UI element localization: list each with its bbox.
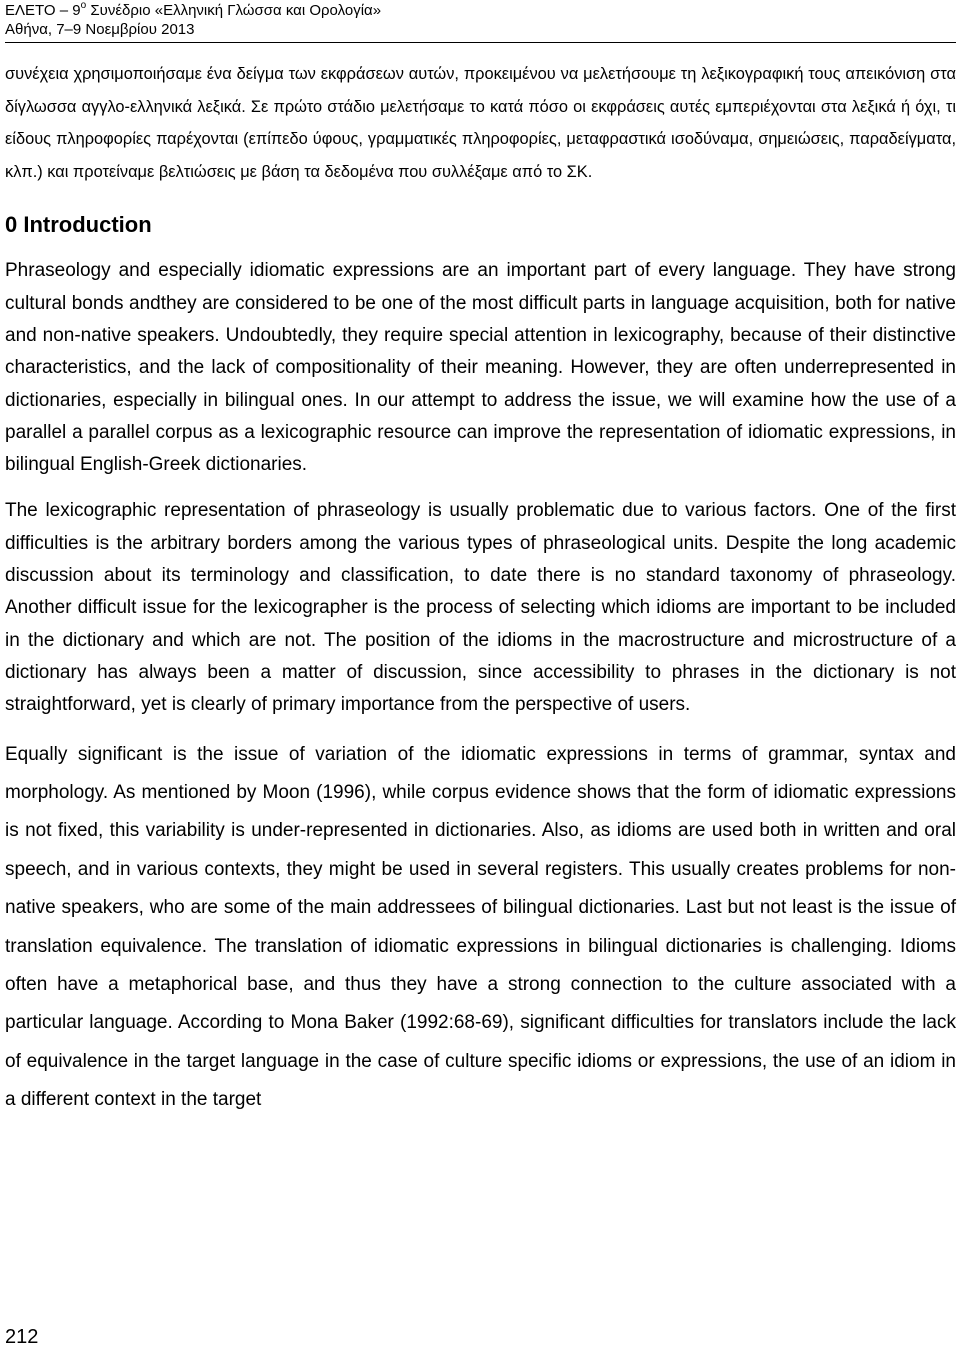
conference-title-prefix: ΕΛΕΤΟ – 9 xyxy=(5,2,81,19)
conference-title xyxy=(5,1,956,20)
conference-title-suffix: Συνέδριο «Ελληνική Γλώσσα και Ορολογία» xyxy=(86,2,382,19)
ordinal-superscript: ο xyxy=(80,0,87,11)
page-number: 212 xyxy=(5,1326,39,1348)
header-divider xyxy=(5,42,956,43)
greek-paragraph: συνέχεια χρησιμοποιήσαμε ένα δείγμα των εκφράσεων αυτών, προκειμένου να μελετήσουμε τη λεξικογραφική τους απεικόνιση στα δίγλωσσα αγγλο-ελληνικά λεξικά. Σε πρώτο στάδιο μελετήσαμε το κατά πόσο οι εκφράσεις αυτές εμπεριέχονται στα λεξικά ή όχι, τι είδους πληροφορίες παρέχονται (επίπεδο ύφους, γραμματικές πληροφορίες, μεταφραστικά ισοδύναμα, σημειώσεις, παραδείγματα, κλπ.) και προτείναμε βελτιώσεις με βάση τα δεδομένα που συλλέξαμε από το ΣΚ. xyxy=(5,65,956,181)
running-header xyxy=(5,0,956,39)
section-heading: 0 Introduction xyxy=(5,212,152,238)
conference-location-date: Αθήνα, 7–9 Νοεμβρίου 2013 xyxy=(5,21,195,38)
body-paragraph-3: Equally significant is the issue of variation of the idiomatic expressions in terms of grammar, syntax and morphology. As mentioned by Moon (1996), while corpus evidence shows that the form of idiomatic expressions is not fixed, this variability is under-represented in dictionaries. Also, as idioms are used both in written and oral speech, and in various contexts, they might be used in several registers. This usually creates problems for non-native speakers, who are some of the main addressees of bilingual dictionaries. Last but not least is the issue of translation equivalence. The translation of idiomatic expressions in bilingual dictionaries is challenging. Idioms often have a metaphorical base, and thus they have a strong connection to the culture associated with a particular language. According to Mona Baker (1992:68-69), significant difficulties for translators include the lack of equivalence in the target language in the case of culture specific idioms or expressions, the use of an idiom in a different context in the target xyxy=(5,743,956,1111)
body-paragraph-1: Phraseology and especially idiomatic expressions are an important part of every language. They have strong cultural bonds andthey are considered to be one of the most difficult parts in language acquisition, both for native and non-native speakers. Undoubtedly, they require special attention in lexicography, because of their distinctive characteristics, and the lack of compositionality of their meaning. However, they are often underrepresented in dictionaries, especially in bilingual ones. In our attempt to address the issue, we will examine how the use of a parallel a parallel corpus as a lexicographic resource can improve the representation of idiomatic expressions, in bilingual English-Greek dictionaries. xyxy=(5,260,956,476)
body-paragraph-2: The lexicographic representation of phraseology is usually problematic due to various factors. One of the first difficulties is the arbitrary borders among the various types of phraseological units. Despite the long academic discussion about its terminology and classification, to date there is no standard taxonomy of phraseology. Another difficult issue for the lexicographer is the process of selecting which idioms are important to be included in the dictionary and which are not. The position of the idioms in the macrostructure and microstructure of a dictionary has always been a matter of discussion, since accessibility to phrases in the dictionary is not straightforward, yet is clearly of primary importance from the perspective of users. xyxy=(5,500,956,716)
